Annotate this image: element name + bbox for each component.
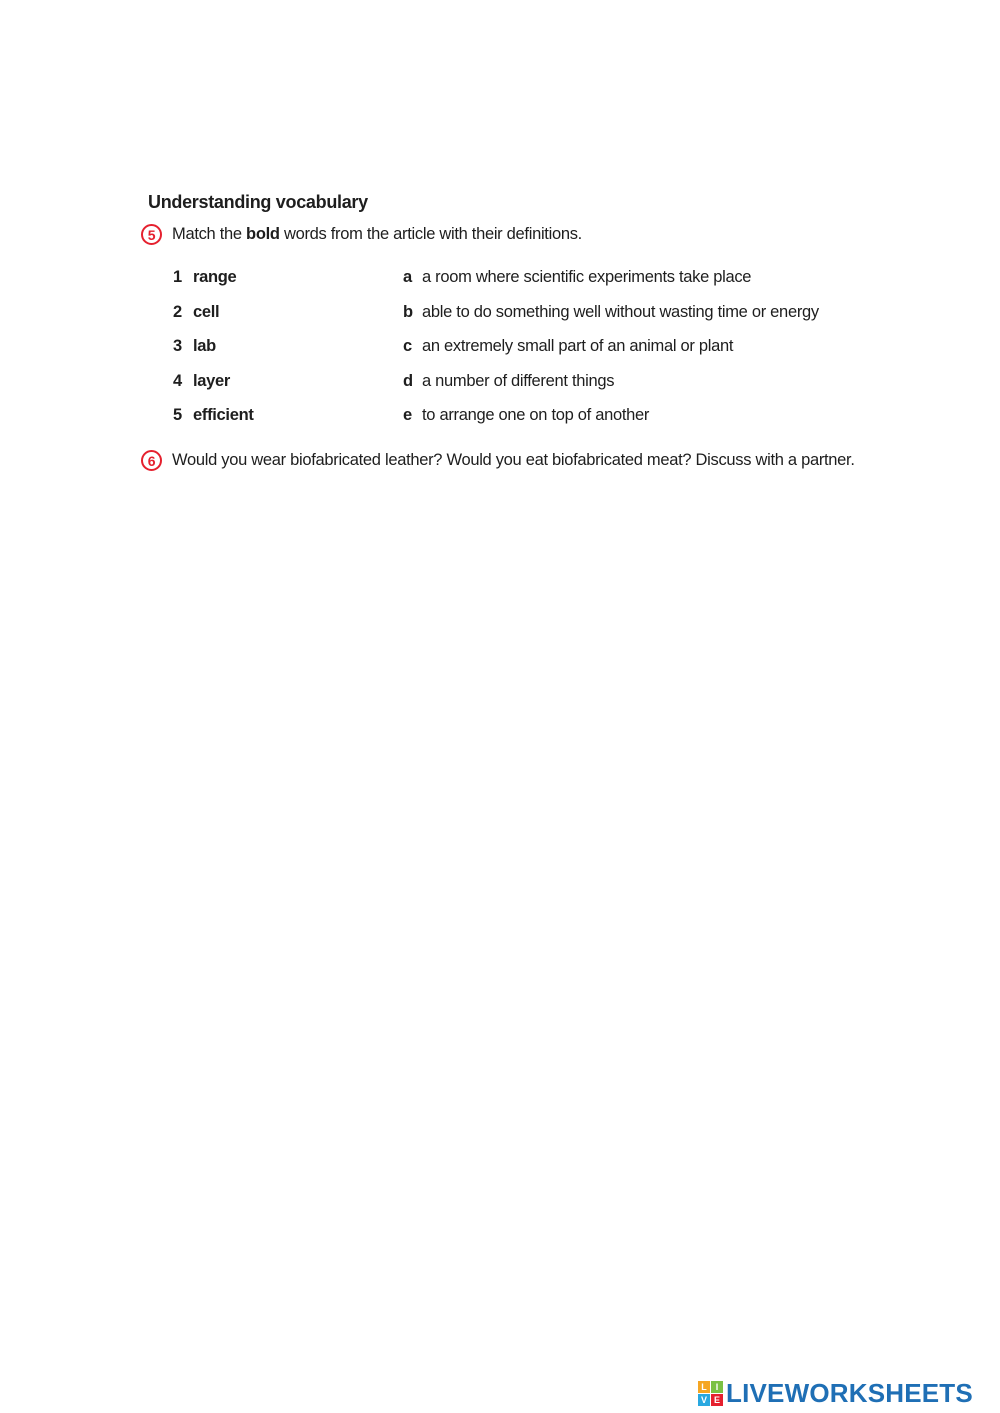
term-word: cell xyxy=(193,302,220,321)
term-number: 1 xyxy=(173,268,182,286)
match-row xyxy=(173,402,853,437)
logo-mark-icon: L I V E xyxy=(698,1381,723,1406)
task-number-badge: 5 xyxy=(141,224,162,245)
term-word: layer xyxy=(193,371,231,390)
task-5 xyxy=(141,224,582,245)
term-number: 3 xyxy=(173,337,182,355)
definition-text: a room where scientific experiments take place xyxy=(422,268,752,286)
section-heading: Understanding vocabulary xyxy=(148,192,368,212)
term-word: range xyxy=(193,268,237,286)
definition-letter: b xyxy=(403,302,413,321)
definition-text: a number of different things xyxy=(422,371,615,390)
match-row xyxy=(173,368,853,403)
term-number: 5 xyxy=(173,406,182,424)
definition-letter: e xyxy=(403,406,412,424)
term-number: 4 xyxy=(173,371,182,390)
definition-text: to arrange one on top of another xyxy=(422,406,650,424)
term-word: lab xyxy=(193,337,216,355)
definition-text: an extremely small part of an animal or plant xyxy=(422,337,734,355)
logo-text: LIVEWORKSHEETS xyxy=(726,1378,973,1408)
match-row xyxy=(173,299,853,334)
definition-letter: d xyxy=(403,371,413,390)
definition-letter: c xyxy=(403,337,412,355)
definition-letter: a xyxy=(403,268,412,286)
task-number-badge: 6 xyxy=(141,450,162,471)
match-row xyxy=(173,333,853,368)
task-instruction: Would you wear biofabricated leather? Would you eat biofabricated meat? Discuss with a partner. xyxy=(172,451,855,469)
task-6 xyxy=(141,450,855,471)
liveworksheets-logo[interactable] xyxy=(698,1378,973,1408)
definition-text: able to do something well without wasting time or energy xyxy=(422,302,819,321)
matching-exercise xyxy=(173,264,853,437)
term-word: efficient xyxy=(193,406,254,424)
task-instruction: Match the bold words from the article with their definitions. xyxy=(172,225,582,243)
term-number: 2 xyxy=(173,302,182,321)
match-row xyxy=(173,264,853,299)
